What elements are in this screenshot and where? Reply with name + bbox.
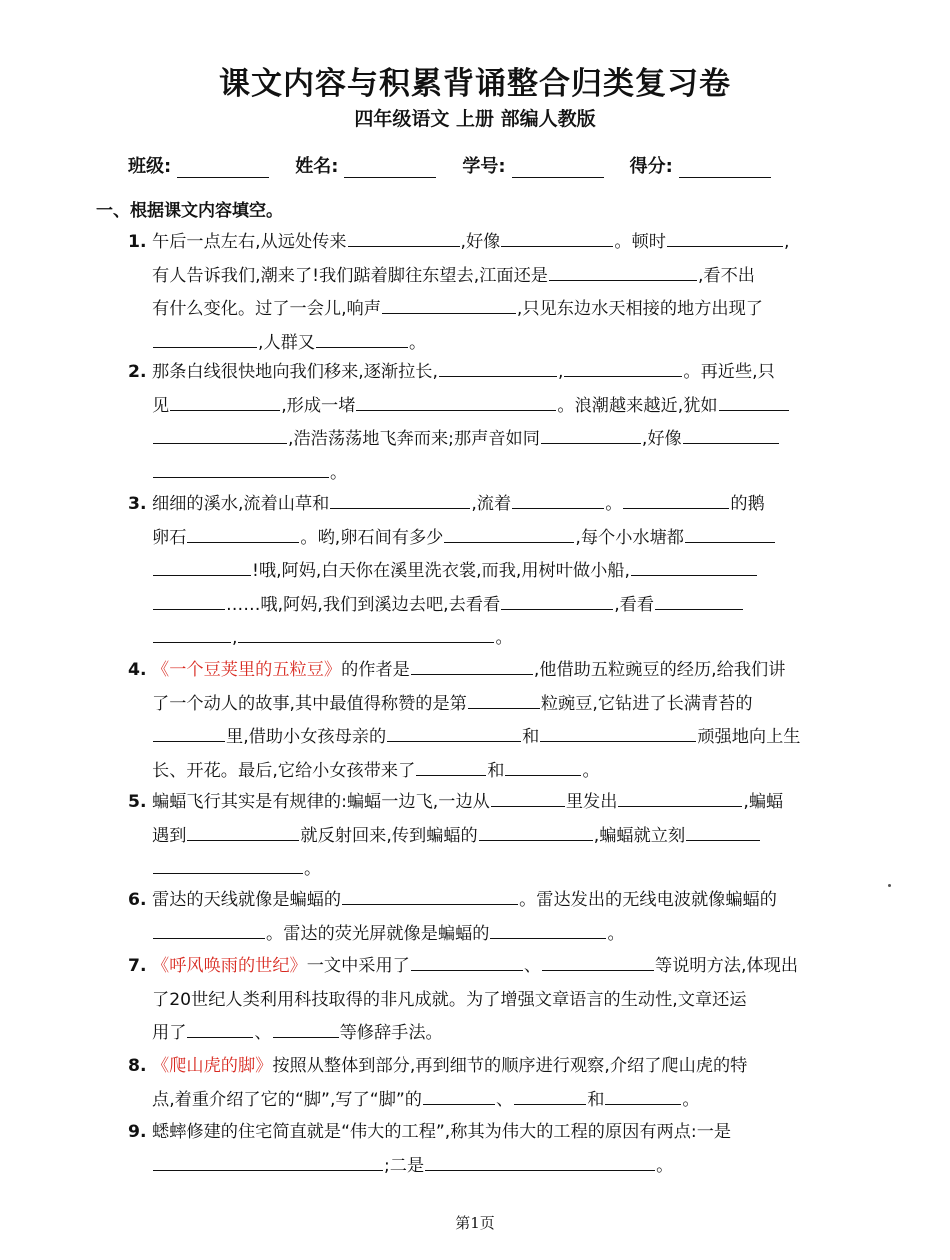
question-text: ,流着 [471, 494, 512, 514]
class-field [128, 152, 269, 178]
question-7 [128, 950, 858, 1051]
answer-blank[interactable] [541, 442, 641, 444]
question-line [128, 356, 858, 390]
answer-blank[interactable] [501, 245, 613, 247]
question-text: 。 [605, 494, 623, 514]
answer-blank[interactable] [623, 507, 729, 509]
question-line [128, 1116, 858, 1150]
question-text: 雷达的天线就像是蝙蝠的 [152, 890, 342, 910]
book-title-link: 《爬山虎的脚》 [152, 1056, 273, 1076]
answer-blank[interactable] [549, 279, 697, 281]
question-line [128, 950, 858, 984]
answer-blank[interactable] [439, 375, 557, 377]
question-text: 有什么变化。过了一会儿,响声 [152, 299, 381, 319]
question-text: 见 [152, 395, 170, 416]
question-text: 和 [587, 1089, 605, 1110]
page-number: 第1页 [455, 1214, 495, 1232]
answer-blank[interactable] [505, 774, 581, 776]
question-text: 的作者是 [341, 660, 410, 680]
question-line [128, 853, 858, 887]
question-line [128, 327, 858, 361]
question-text: 。 [304, 859, 322, 879]
question-text: 。哟,卵石间有多少 [300, 527, 444, 548]
answer-blank[interactable] [187, 1036, 253, 1038]
question-text: 。雷达发出的无线电波就像蝙蝠的 [519, 890, 777, 910]
answer-blank[interactable] [542, 969, 654, 971]
question-text: ,每个小水塘都 [575, 527, 684, 548]
question-text: 按照从整体到部分,再到细节的顺序进行观察,介绍了爬山虎的特 [272, 1056, 748, 1076]
answer-blank[interactable] [423, 1103, 495, 1105]
question-line [128, 423, 858, 457]
question-line [128, 884, 858, 918]
question-number: 6. [128, 890, 147, 910]
question-4 [128, 654, 858, 788]
answer-blank[interactable] [655, 608, 743, 610]
question-text: !哦,阿妈,白天你在溪里洗衣裳,而我,用树叶做小船, [252, 561, 630, 581]
question-line [128, 293, 858, 327]
answer-blank[interactable] [238, 641, 494, 643]
question-line [128, 522, 858, 556]
question-text: 、 [523, 956, 542, 976]
question-text: 就反射回来,传到蝙蝠的 [300, 825, 478, 846]
answer-blank[interactable] [153, 740, 225, 742]
answer-blank[interactable] [605, 1103, 681, 1105]
question-number: 3. [128, 494, 147, 514]
student-info-row [128, 152, 828, 178]
question-line [128, 1050, 858, 1084]
question-number: 4. [128, 660, 147, 680]
answer-blank[interactable] [330, 507, 470, 509]
question-text: ;二是 [384, 1155, 425, 1176]
answer-blank[interactable] [514, 1103, 586, 1105]
question-text: , [557, 362, 564, 382]
answer-blank[interactable] [686, 839, 760, 841]
question-text: 蝙蝠飞行其实是有规律的:蝙蝠一边飞,一边从 [152, 792, 490, 812]
answer-blank[interactable] [479, 839, 593, 841]
answer-blank[interactable] [490, 937, 606, 939]
answer-blank[interactable] [618, 805, 742, 807]
answer-blank[interactable] [719, 409, 789, 411]
score-field [630, 152, 771, 178]
question-8 [128, 1050, 858, 1117]
answer-blank[interactable] [170, 409, 280, 411]
question-line [128, 755, 858, 789]
question-text: 用了 [152, 1023, 187, 1043]
question-line [128, 1150, 858, 1184]
question-text: 点,着重介绍了它的“脚”,写了“脚”的 [152, 1089, 422, 1110]
question-text: 粒豌豆,它钻进了长满青苔的 [540, 693, 753, 714]
answer-blank[interactable] [425, 1169, 655, 1171]
question-text: ,好像 [460, 232, 501, 252]
question-number: 7. [128, 956, 147, 976]
question-text: 。 [682, 1089, 700, 1110]
answer-blank[interactable] [153, 937, 265, 939]
answer-blank[interactable] [387, 740, 521, 742]
score-blank[interactable] [679, 159, 771, 178]
question-text: 等说明方法,体现出 [655, 956, 799, 976]
question-text: 等修辞手法。 [339, 1023, 443, 1043]
student-id-label: 学号: [462, 156, 506, 177]
question-text: 。 [582, 760, 600, 781]
answer-blank[interactable] [153, 608, 225, 610]
question-line [128, 390, 858, 424]
question-line [128, 260, 858, 294]
scan-speck [888, 884, 891, 887]
page-title: 课文内容与积累背诵整合归类复习卷 [219, 66, 731, 102]
question-3 [128, 488, 858, 656]
question-text: 、 [495, 1089, 514, 1110]
question-text: 里,借助小女孩母亲的 [226, 727, 387, 747]
question-text: 的鹅 [730, 494, 765, 514]
answer-blank[interactable] [153, 442, 287, 444]
question-text: 。雷达的荧光屏就像是蝙蝠的 [266, 923, 490, 944]
class-blank[interactable] [177, 159, 269, 178]
question-text: ,他借助五粒豌豆的经历,给我们讲 [533, 660, 786, 680]
answer-blank[interactable] [564, 375, 682, 377]
answer-blank[interactable] [631, 574, 757, 576]
answer-blank[interactable] [667, 245, 783, 247]
question-text: ,人群又 [258, 332, 316, 353]
question-line [128, 721, 858, 755]
question-line [128, 457, 858, 491]
answer-blank[interactable] [411, 673, 533, 675]
student-id-field [462, 152, 603, 178]
answer-blank[interactable] [153, 476, 329, 478]
question-line [128, 488, 858, 522]
question-line [128, 654, 858, 688]
answer-blank[interactable] [273, 1036, 339, 1038]
question-text: 长、开花。最后,它给小女孩带来了 [152, 760, 416, 781]
question-line [128, 589, 858, 623]
question-line [128, 622, 858, 656]
score-label: 得分: [629, 156, 673, 177]
question-number: 8. [128, 1056, 147, 1076]
answer-blank[interactable] [153, 872, 303, 874]
question-text: ,只见东边水天相接的地方出现了 [516, 299, 763, 319]
answer-blank[interactable] [348, 245, 460, 247]
answer-blank[interactable] [416, 774, 486, 776]
question-line [128, 1017, 858, 1051]
question-text: 和 [522, 727, 540, 747]
answer-blank[interactable] [153, 641, 231, 643]
question-text: 了20世纪人类利用科技取得的非凡成就。为了增强文章语言的生动性,文章还运 [152, 989, 747, 1010]
question-text: 顽强地向上生 [697, 727, 801, 747]
answer-blank[interactable] [512, 507, 604, 509]
answer-blank[interactable] [501, 608, 613, 610]
question-text: 里发出 [565, 792, 618, 812]
question-text: 遇到 [152, 825, 187, 846]
name-label: 姓名: [295, 156, 339, 177]
question-line [128, 820, 858, 854]
question-2 [128, 356, 858, 490]
question-text: ,蝙蝠就立刻 [593, 825, 686, 846]
answer-blank[interactable] [187, 541, 299, 543]
question-5 [128, 786, 858, 887]
question-text: ,蝙蝠 [743, 792, 784, 812]
book-title-link: 《呼风唤雨的世纪》 [152, 956, 307, 976]
book-title-link: 《一个豆荚里的五粒豆》 [152, 660, 342, 680]
question-line [128, 1084, 858, 1118]
name-field [295, 152, 436, 178]
question-text: 。 [409, 332, 427, 353]
answer-blank[interactable] [153, 1169, 383, 1171]
answer-blank[interactable] [685, 541, 775, 543]
name-blank[interactable] [344, 159, 436, 178]
answer-blank[interactable] [342, 903, 518, 905]
question-text: ,看看 [614, 594, 655, 615]
question-text: , [783, 232, 790, 252]
answer-blank[interactable] [444, 541, 574, 543]
question-text: 。顿时 [614, 232, 666, 252]
question-text: 卵石 [152, 527, 187, 548]
answer-blank[interactable] [316, 346, 408, 348]
question-9 [128, 1116, 858, 1183]
answer-blank[interactable] [491, 805, 565, 807]
answer-blank[interactable] [540, 740, 696, 742]
answer-blank[interactable] [187, 839, 299, 841]
answer-blank[interactable] [683, 442, 779, 444]
question-text: 和 [487, 760, 505, 781]
question-line [128, 984, 858, 1018]
student-id-blank[interactable] [512, 159, 604, 178]
question-text: 。浪潮越来越近,犹如 [557, 395, 718, 416]
question-1 [128, 226, 858, 360]
question-text: 。 [495, 628, 513, 648]
question-text: 、 [254, 1023, 272, 1043]
answer-blank[interactable] [468, 707, 540, 709]
question-text: 蟋蟀修建的住宅简直就是“伟大的工程”,称其为伟大的工程的原因有两点:一是 [152, 1122, 732, 1142]
question-text: 。 [330, 462, 348, 483]
question-text: 了一个动人的故事,其中最值得称赞的是第 [152, 693, 467, 714]
question-text: ……哦,阿妈,我们到溪边去吧,去看看 [226, 594, 501, 615]
page-subtitle: 四年级语文 上册 部编人教版 [354, 108, 596, 130]
question-line [128, 688, 858, 722]
answer-blank[interactable] [153, 574, 251, 576]
question-line [128, 786, 858, 820]
question-text: 有人告诉我们,潮来了!我们踮着脚往东望去,江面还是 [152, 265, 548, 286]
class-label: 班级: [128, 156, 172, 177]
answer-blank[interactable] [356, 409, 556, 411]
answer-blank[interactable] [411, 969, 523, 971]
question-number: 2. [128, 362, 147, 382]
question-6 [128, 884, 858, 951]
question-text: 午后一点左右,从远处传来 [152, 232, 347, 252]
question-text: 。 [656, 1155, 674, 1176]
question-text: 那条白线很快地向我们移来,逐渐拉长, [152, 362, 438, 382]
question-text: 细细的溪水,流着山草和 [152, 494, 330, 514]
question-text: 一文中采用了 [306, 956, 410, 976]
question-line [128, 555, 858, 589]
question-text: ,形成一堵 [281, 395, 356, 416]
answer-blank[interactable] [153, 346, 257, 348]
question-line [128, 918, 858, 952]
question-text: 。 [607, 923, 625, 944]
question-text: ,浩浩荡荡地飞奔而来;那声音如同 [288, 429, 540, 449]
section-heading: 一、根据课文内容填空。 [96, 201, 283, 221]
question-text: , [232, 628, 238, 648]
answer-blank[interactable] [382, 312, 516, 314]
question-number: 9. [128, 1122, 147, 1142]
question-text: 。再近些,只 [683, 362, 775, 382]
question-number: 1. [128, 232, 147, 252]
question-line [128, 226, 858, 260]
question-number: 5. [128, 792, 147, 812]
question-text: ,看不出 [697, 265, 755, 286]
question-text: ,好像 [641, 429, 682, 449]
